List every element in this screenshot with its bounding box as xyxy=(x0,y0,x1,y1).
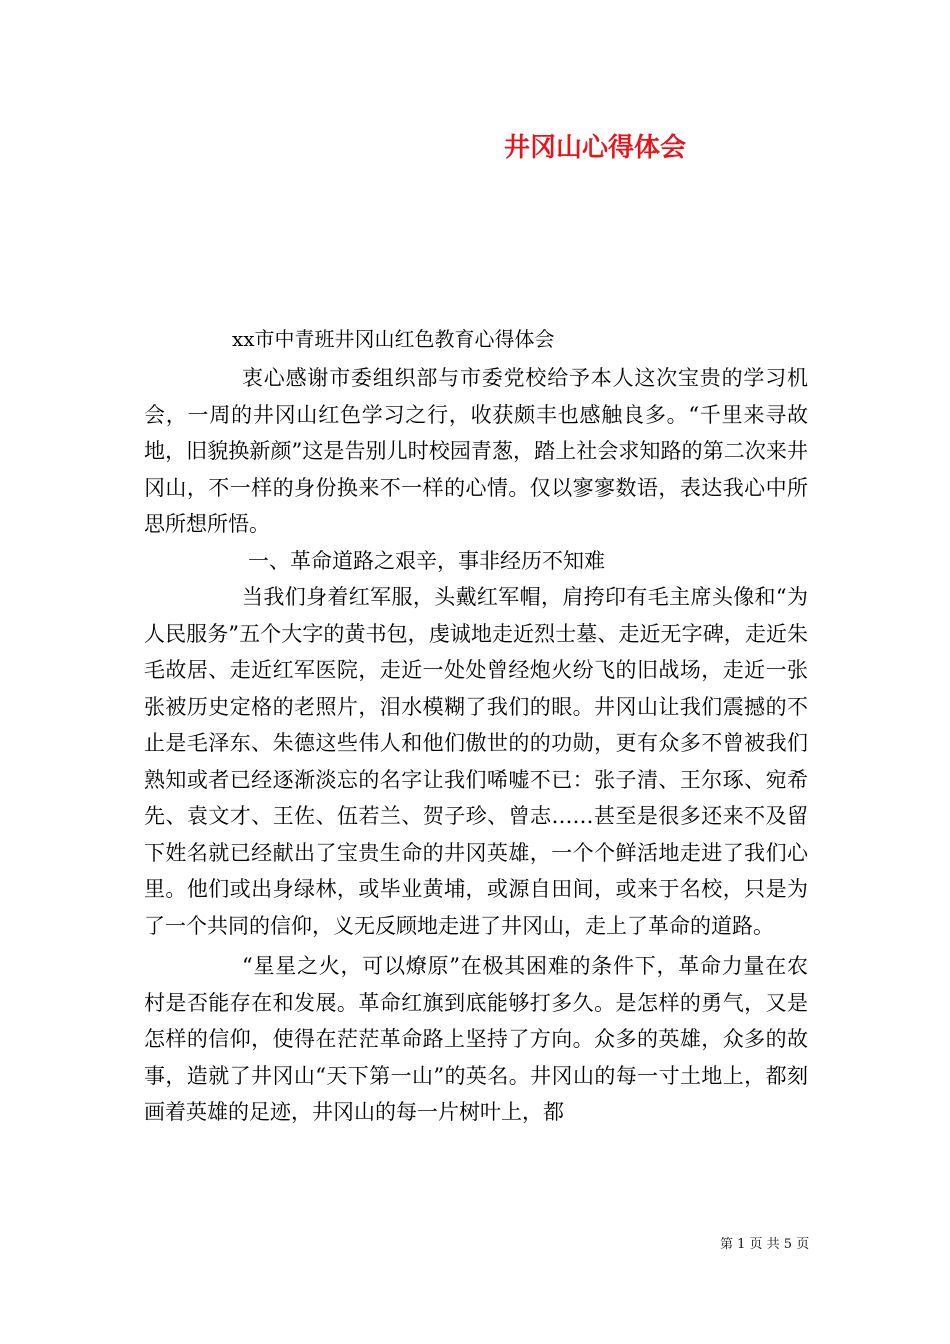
paragraph-revolution-road: 当我们身着红军服，头戴红军帽，肩挎印有毛主席头像和“为人民服务”五个大字的黄书包，虔诚地走近烈士墓、走近无字碑，走近朱毛故居、走近红军医院，走近一处处曾经炮火纷飞的旧战场，走近一张张被历史定格的老照片，泪水模糊了我们的眼。井冈山让我们震撼的不止是毛泽东、朱德这些伟人和他们傲世的的功勋，更有众多不曾被我们熟知或者已经逐渐淡忘的名字让我们唏嘘不已：张子清、王尔琢、宛希先、袁文才、王佐、伍若兰、贺子珍、曾志……甚至是很多还来不及留下姓名就已经献出了宝贵生命的井冈英雄，一个个鲜活地走进了我们心里。他们或出身绿林，或毕业黄埔，或源自田间，或来于名校，只是为了一个共同的信仰，义无反顾地走进了井冈山，走上了革命的道路。 xyxy=(144,585,808,938)
paragraph-intro: 衷心感谢市委组织部与市委党校给予本人这次宝贵的学习机会，一周的井冈山红色学习之行，收获颇丰也感触良多。“千里来寻故地，旧貌换新颜”这是告别儿时校园青葱，踏上社会求知路的第二次来井冈山，不一样的身份换来不一样的心情。仅以寥寥数语，表达我心中所思所想所悟。 xyxy=(144,366,808,536)
paragraph-single-spark: “星星之火，可以燎原”在极其困难的条件下，革命力量在农村是否能存在和发展。革命红旗到底能够打多久。是怎样的勇气，又是怎样的信仰，使得在茫茫革命路上坚持了方向。众多的英雄，众多的故事，造就了井冈山“天下第一山”的英名。井冈山的每一寸土地上，都刻画着英雄的足迹，井冈山的每一片树叶上，都 xyxy=(144,954,808,1124)
document-subtitle: xx市中青班井冈山红色教育心得体会 xyxy=(232,327,555,351)
document-body xyxy=(144,360,808,1131)
section-heading: 一、革命道路之艰辛，事非经历不知难 xyxy=(248,548,605,573)
document-title: 井冈山心得体会 xyxy=(503,133,686,163)
page-footer: 第 1 页 共 5 页 xyxy=(720,1237,810,1252)
